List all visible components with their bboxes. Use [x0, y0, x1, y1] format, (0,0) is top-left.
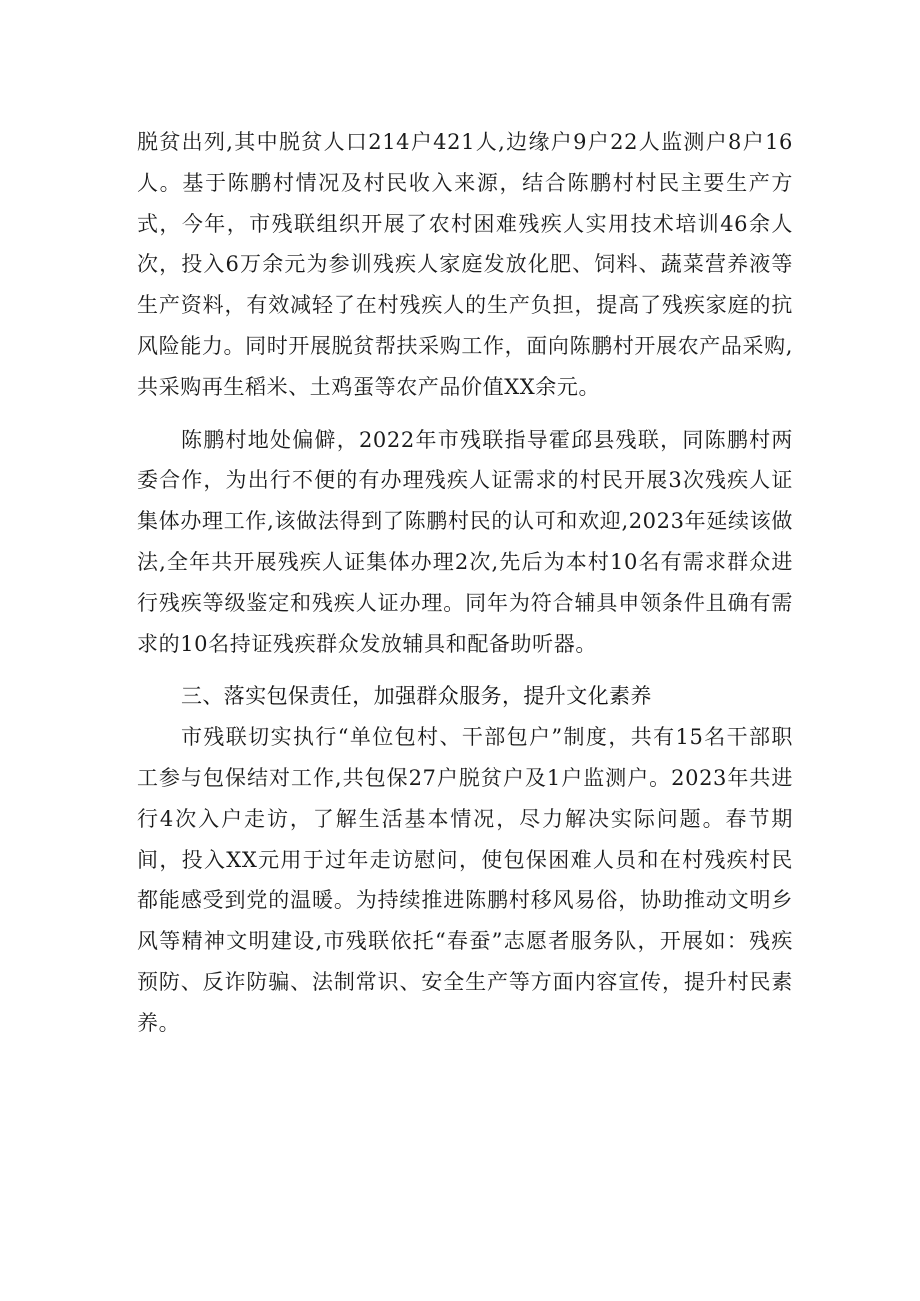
paragraph-cadre-assistance: 市残联切实执行“单位包村、干部包户”制度，共有15名干部职工参与包保结对工作,共包保27户脱贫户及1户监测户。2023年共进行4次入户走访，了解生活基本情况，尽力解决实际问题。春节期间，投入XX元用于过年走访慰问，使包保困难人员和在村残疾村民都能感受到党的温暖。为持续推进陈鹏村移风易俗，协助推动文明乡风等精神文明建设,市残联依托“春蚕”志愿者服务队，开展如：残疾预防、反诈防骗、法制常识、安全生产等方面内容宣传，提升村民素养。: [137, 725, 793, 1035]
paragraph-poverty-exit: 脱贫出列,其中脱贫人口214户421人,边缘户9户22人监测户8户16人。基于陈鹏村情况及村民收入来源，结合陈鹏村村民主要生产方式，今年，市残联组织开展了农村困难残疾人实用技术培训46余人次，投入6万余元为参训残疾人家庭发放化肥、饲料、蔬菜营养液等生产资料，有效减轻了在村残疾人的生产负担，提高了残疾家庭的抗风险能力。同时开展脱贫帮扶采购工作，面向陈鹏村开展农产品采购,共采购再生稻米、土鸡蛋等农产品价值XX余元。: [137, 130, 793, 399]
document-body: [137, 122, 793, 1044]
paragraph-disability-certificate: 陈鹏村地处偏僻，2022年市残联指导霍邱县残联，同陈鹏村两委合作，为出行不便的有办理残疾人证需求的村民开展3次残疾人证集体办理工作,该做法得到了陈鹏村民的认可和欢迎,2023年延续该做法,全年共开展残疾人证集体办理2次,先后为本村10名有需求群众进行残疾等级鉴定和残疾人证办理。同年为符合辅具申领条件且确有需求的10名持证残疾群众发放辅具和配备助听器。: [137, 427, 793, 656]
section-heading: 三、落实包保责任，加强群众服务，提升文化素养: [181, 684, 652, 709]
